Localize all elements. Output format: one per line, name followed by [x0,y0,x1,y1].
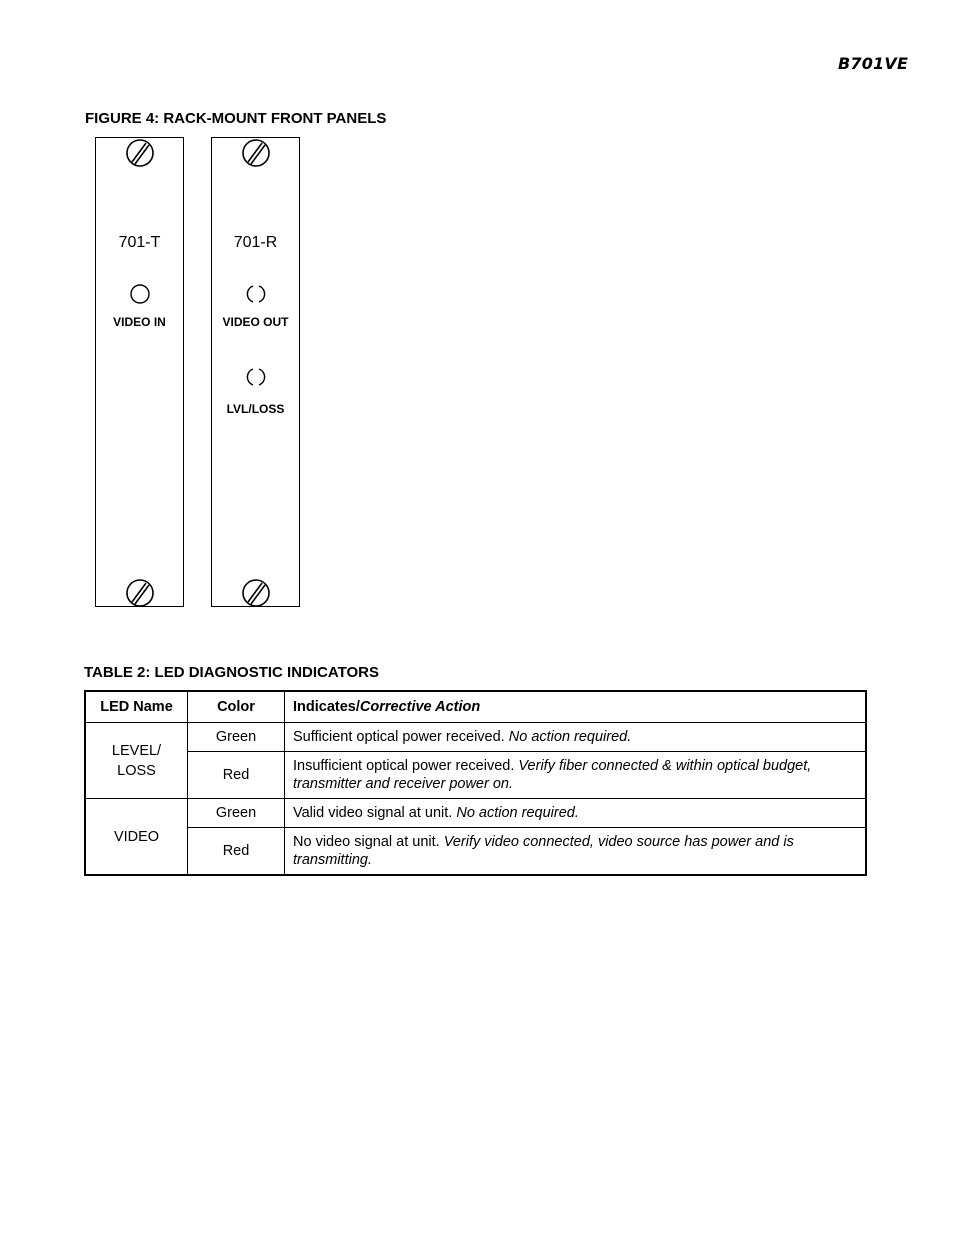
panel-model-label: 701-T [118,234,161,251]
screw-icon [125,138,155,168]
color-cell: Red [188,752,285,799]
header-indicates: Indicates/Corrective Action [285,691,867,723]
header-color: Color [188,691,285,723]
front-panel-701-r [211,137,300,607]
action-cell: No video signal at unit. Verify video connected, video source has power and is transmitting. [285,828,867,876]
color-cell: Green [188,799,285,828]
jack-label: VIDEO OUT [222,315,289,329]
action-cell: Valid video signal at unit. No action required. [285,799,867,828]
jack-label: LVL/LOSS [226,402,285,416]
screw-icon [125,578,155,608]
table-row [85,799,866,828]
screw-icon [241,578,271,608]
action-cell: Insufficient optical power received. Verify fiber connected & within optical budget, transmitter and receiver power on. [285,752,867,799]
lvl-loss-led-icon [246,367,266,387]
led-name-cell: LEVEL/ LOSS [85,723,188,799]
panel-model-label: 701-R [233,234,278,251]
document-id: B701VE [838,54,909,73]
led-diagnostic-table [84,690,867,876]
video-out-led-icon [246,284,266,304]
table-caption: TABLE 2: LED DIAGNOSTIC INDICATORS [84,664,380,681]
header-led-name: LED Name [85,691,188,723]
table-header-row [85,691,866,723]
table-row [85,828,866,876]
front-panel-701-t [95,137,184,607]
action-cell: Sufficient optical power received. No action required. [285,723,867,752]
video-in-jack-icon [130,284,150,304]
table-row [85,723,866,752]
led-name-cell: VIDEO [85,799,188,876]
color-cell: Green [188,723,285,752]
figure-caption: FIGURE 4: RACK-MOUNT FRONT PANELS [85,110,387,127]
jack-label: VIDEO IN [113,315,166,329]
table-row [85,752,866,799]
screw-icon [241,138,271,168]
color-cell: Red [188,828,285,876]
